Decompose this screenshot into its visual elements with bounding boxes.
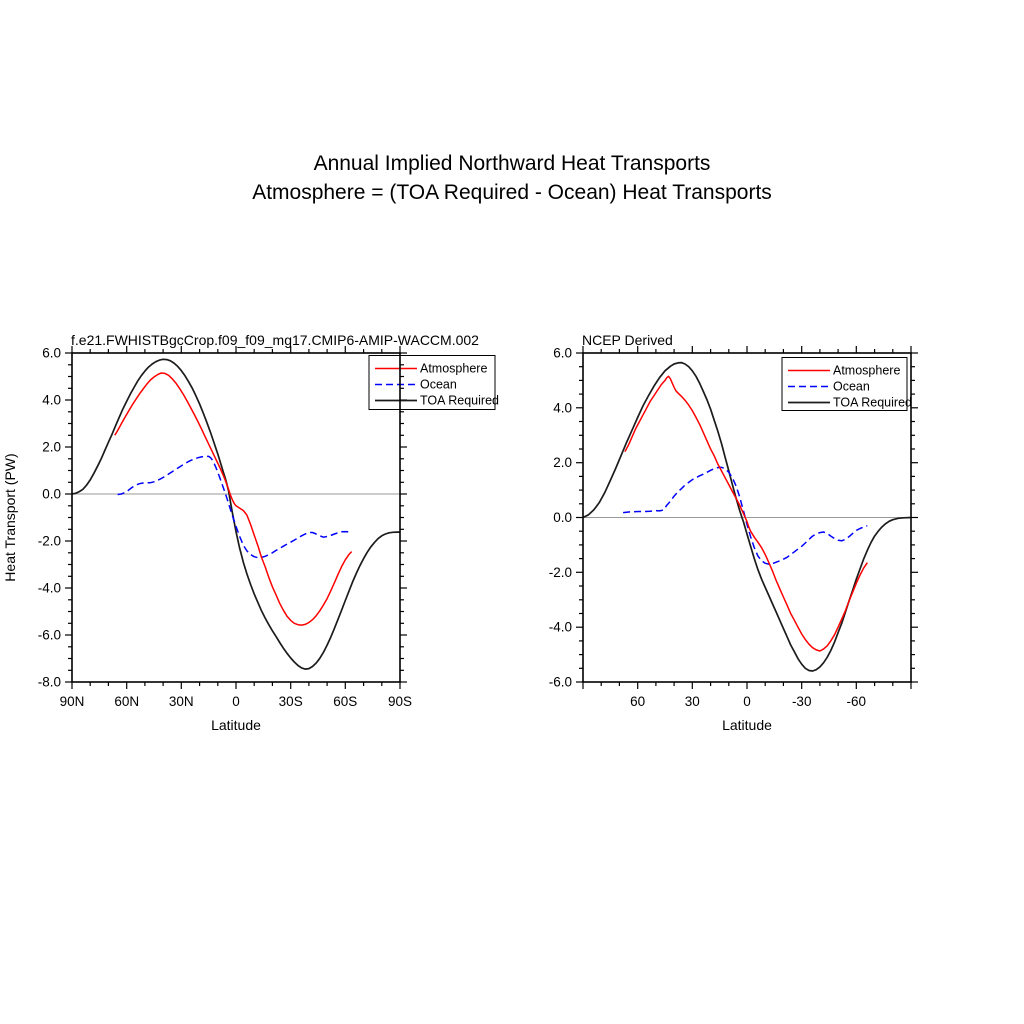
y-tick-label: 6.0	[553, 345, 572, 361]
x-tick-label: 60N	[114, 694, 140, 709]
x-tick-label: 30	[684, 694, 700, 709]
x-axis-label: Latitude	[211, 717, 261, 733]
legend-label: Ocean	[420, 377, 457, 392]
legend-item-toa-required	[788, 396, 912, 410]
x-tick-label: 0	[232, 694, 240, 709]
y-axis-label: Heat Transport (PW)	[2, 453, 18, 582]
legend-label: TOA Required	[420, 393, 499, 408]
legend-item-ocean	[788, 380, 870, 394]
y-tick-label: 4.0	[42, 392, 61, 408]
x-tick-label: -30	[791, 694, 812, 709]
series-atmosphere-line	[115, 373, 352, 625]
x-tick-label: 60S	[333, 694, 358, 709]
chart-left	[2, 332, 499, 733]
x-tick-label: 90S	[387, 694, 413, 709]
main-title-line1: Annual Implied Northward Heat Transports	[313, 152, 711, 175]
series-atmosphere-line	[625, 376, 867, 651]
x-tick-label: 0	[743, 694, 751, 709]
y-tick-label: -4.0	[548, 619, 572, 635]
legend-label: Atmosphere	[420, 361, 488, 376]
y-tick-label: -8.0	[37, 674, 61, 690]
legend	[369, 356, 499, 410]
legend-item-toa-required	[375, 394, 499, 408]
legend-item-atmosphere	[375, 362, 487, 376]
plot-frame	[72, 353, 400, 682]
y-tick-label: -4.0	[37, 580, 61, 596]
y-tick-label: 6.0	[42, 345, 61, 361]
series-ocean-line	[118, 456, 351, 557]
legend-label: Atmosphere	[833, 363, 901, 378]
legend	[782, 358, 912, 411]
x-tick-label: 60	[630, 694, 646, 709]
x-tick-label: -60	[846, 694, 867, 709]
legend-label: TOA Required	[833, 395, 912, 410]
x-tick-label: 90N	[59, 694, 85, 709]
chart-right	[549, 332, 918, 733]
y-tick-label: -2.0	[548, 564, 572, 580]
plot-title: f.e21.FWHISTBgcCrop.f09_f09_mg17.CMIP6-AMIP-WACCM.002	[71, 332, 479, 348]
y-tick-label: 0.0	[553, 510, 572, 525]
y-tick-label: 0.0	[42, 486, 61, 502]
legend-item-atmosphere	[788, 364, 900, 378]
x-axis-label: Latitude	[722, 717, 772, 733]
x-tick-label: 30S	[278, 694, 303, 709]
y-tick-label: 4.0	[553, 400, 572, 416]
legend-label: Ocean	[833, 379, 870, 394]
y-tick-label: -6.0	[548, 674, 572, 690]
legend-item-ocean	[375, 378, 457, 392]
plot-title: NCEP Derived	[582, 332, 673, 348]
y-tick-label: -6.0	[37, 627, 61, 643]
y-tick-label: 2.0	[42, 439, 61, 455]
y-tick-label: -2.0	[37, 533, 61, 549]
x-tick-label: 30N	[168, 694, 194, 709]
main-title-line2: Atmosphere = (TOA Required - Ocean) Heat Transports	[252, 181, 772, 204]
axis-tick-labels	[38, 346, 412, 710]
y-tick-label: 2.0	[553, 455, 572, 471]
axis-ticks	[65, 346, 407, 689]
series-toa-required-line	[72, 359, 400, 669]
